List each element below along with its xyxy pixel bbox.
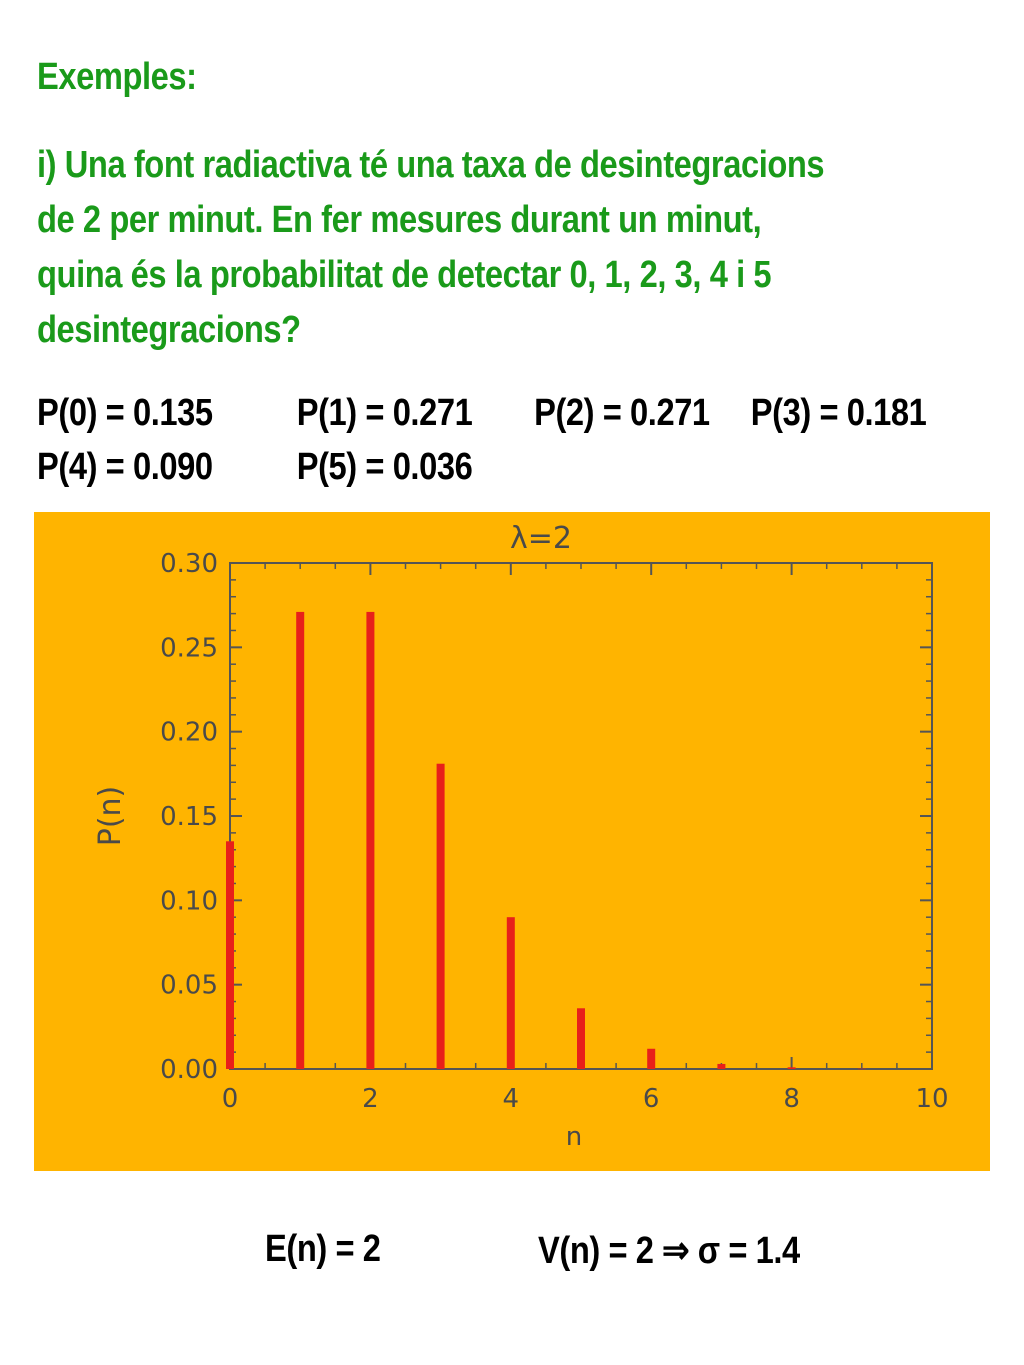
bar [858,1069,866,1070]
y-tick-label: 0.10 [160,886,218,917]
bar [366,612,374,1069]
plot-frame [230,563,932,1069]
question-text [37,138,970,358]
variance-text: V(n) = 2 ⇒ σ = 1.4 [538,1230,800,1272]
chart-svg [34,512,990,1171]
probability-row [37,440,1024,494]
probability-list [37,386,1024,494]
probability-value: P(3) = 0.181 [750,392,927,434]
x-tick-label: 6 [642,1084,660,1114]
probability-value: P(5) = 0.036 [296,446,473,488]
x-tick-label: 10 [915,1084,949,1114]
probability-row [37,386,1024,440]
y-tick-label: 0.30 [160,549,218,579]
poisson-chart [34,512,990,1171]
expectation-text: E(n) = 2 [265,1228,381,1270]
probability-value: P(4) = 0.090 [37,446,213,488]
bar [577,1008,585,1069]
y-tick-label: 0.25 [160,633,218,664]
x-tick-label: 4 [502,1084,520,1114]
chart-title: λ=2 [510,521,572,556]
x-tick-label: 0 [221,1084,239,1114]
question-line: quina és la probabilitat de detectar 0, 1, 2, 3, 4 i 5 [37,254,772,296]
bar [788,1067,796,1069]
bar [647,1049,655,1069]
y-axis-label: P(n) [93,785,128,847]
question-line: desintegracions? [37,309,301,351]
question-line: i) Una font radiactiva té una taxa de desintegracions [37,144,825,186]
bar [507,917,515,1069]
x-tick-label: 8 [783,1084,800,1114]
y-tick-label: 0.15 [160,802,218,832]
x-axis-label: n [565,1122,583,1152]
y-tick-label: 0.00 [160,1055,218,1085]
x-tick-label: 2 [362,1084,379,1114]
probability-value: P(0) = 0.135 [37,392,213,434]
y-tick-label: 0.20 [160,717,218,748]
y-tick-label: 0.05 [160,970,218,1001]
bar [296,612,304,1069]
bar [717,1064,725,1069]
bar [226,841,234,1069]
probability-value: P(1) = 0.271 [296,392,473,434]
bar [437,764,445,1069]
question-line: de 2 per minut. En fer mesures durant un minut, [37,199,762,241]
heading: Exemples: [37,56,197,98]
probability-value: P(2) = 0.271 [534,392,710,434]
